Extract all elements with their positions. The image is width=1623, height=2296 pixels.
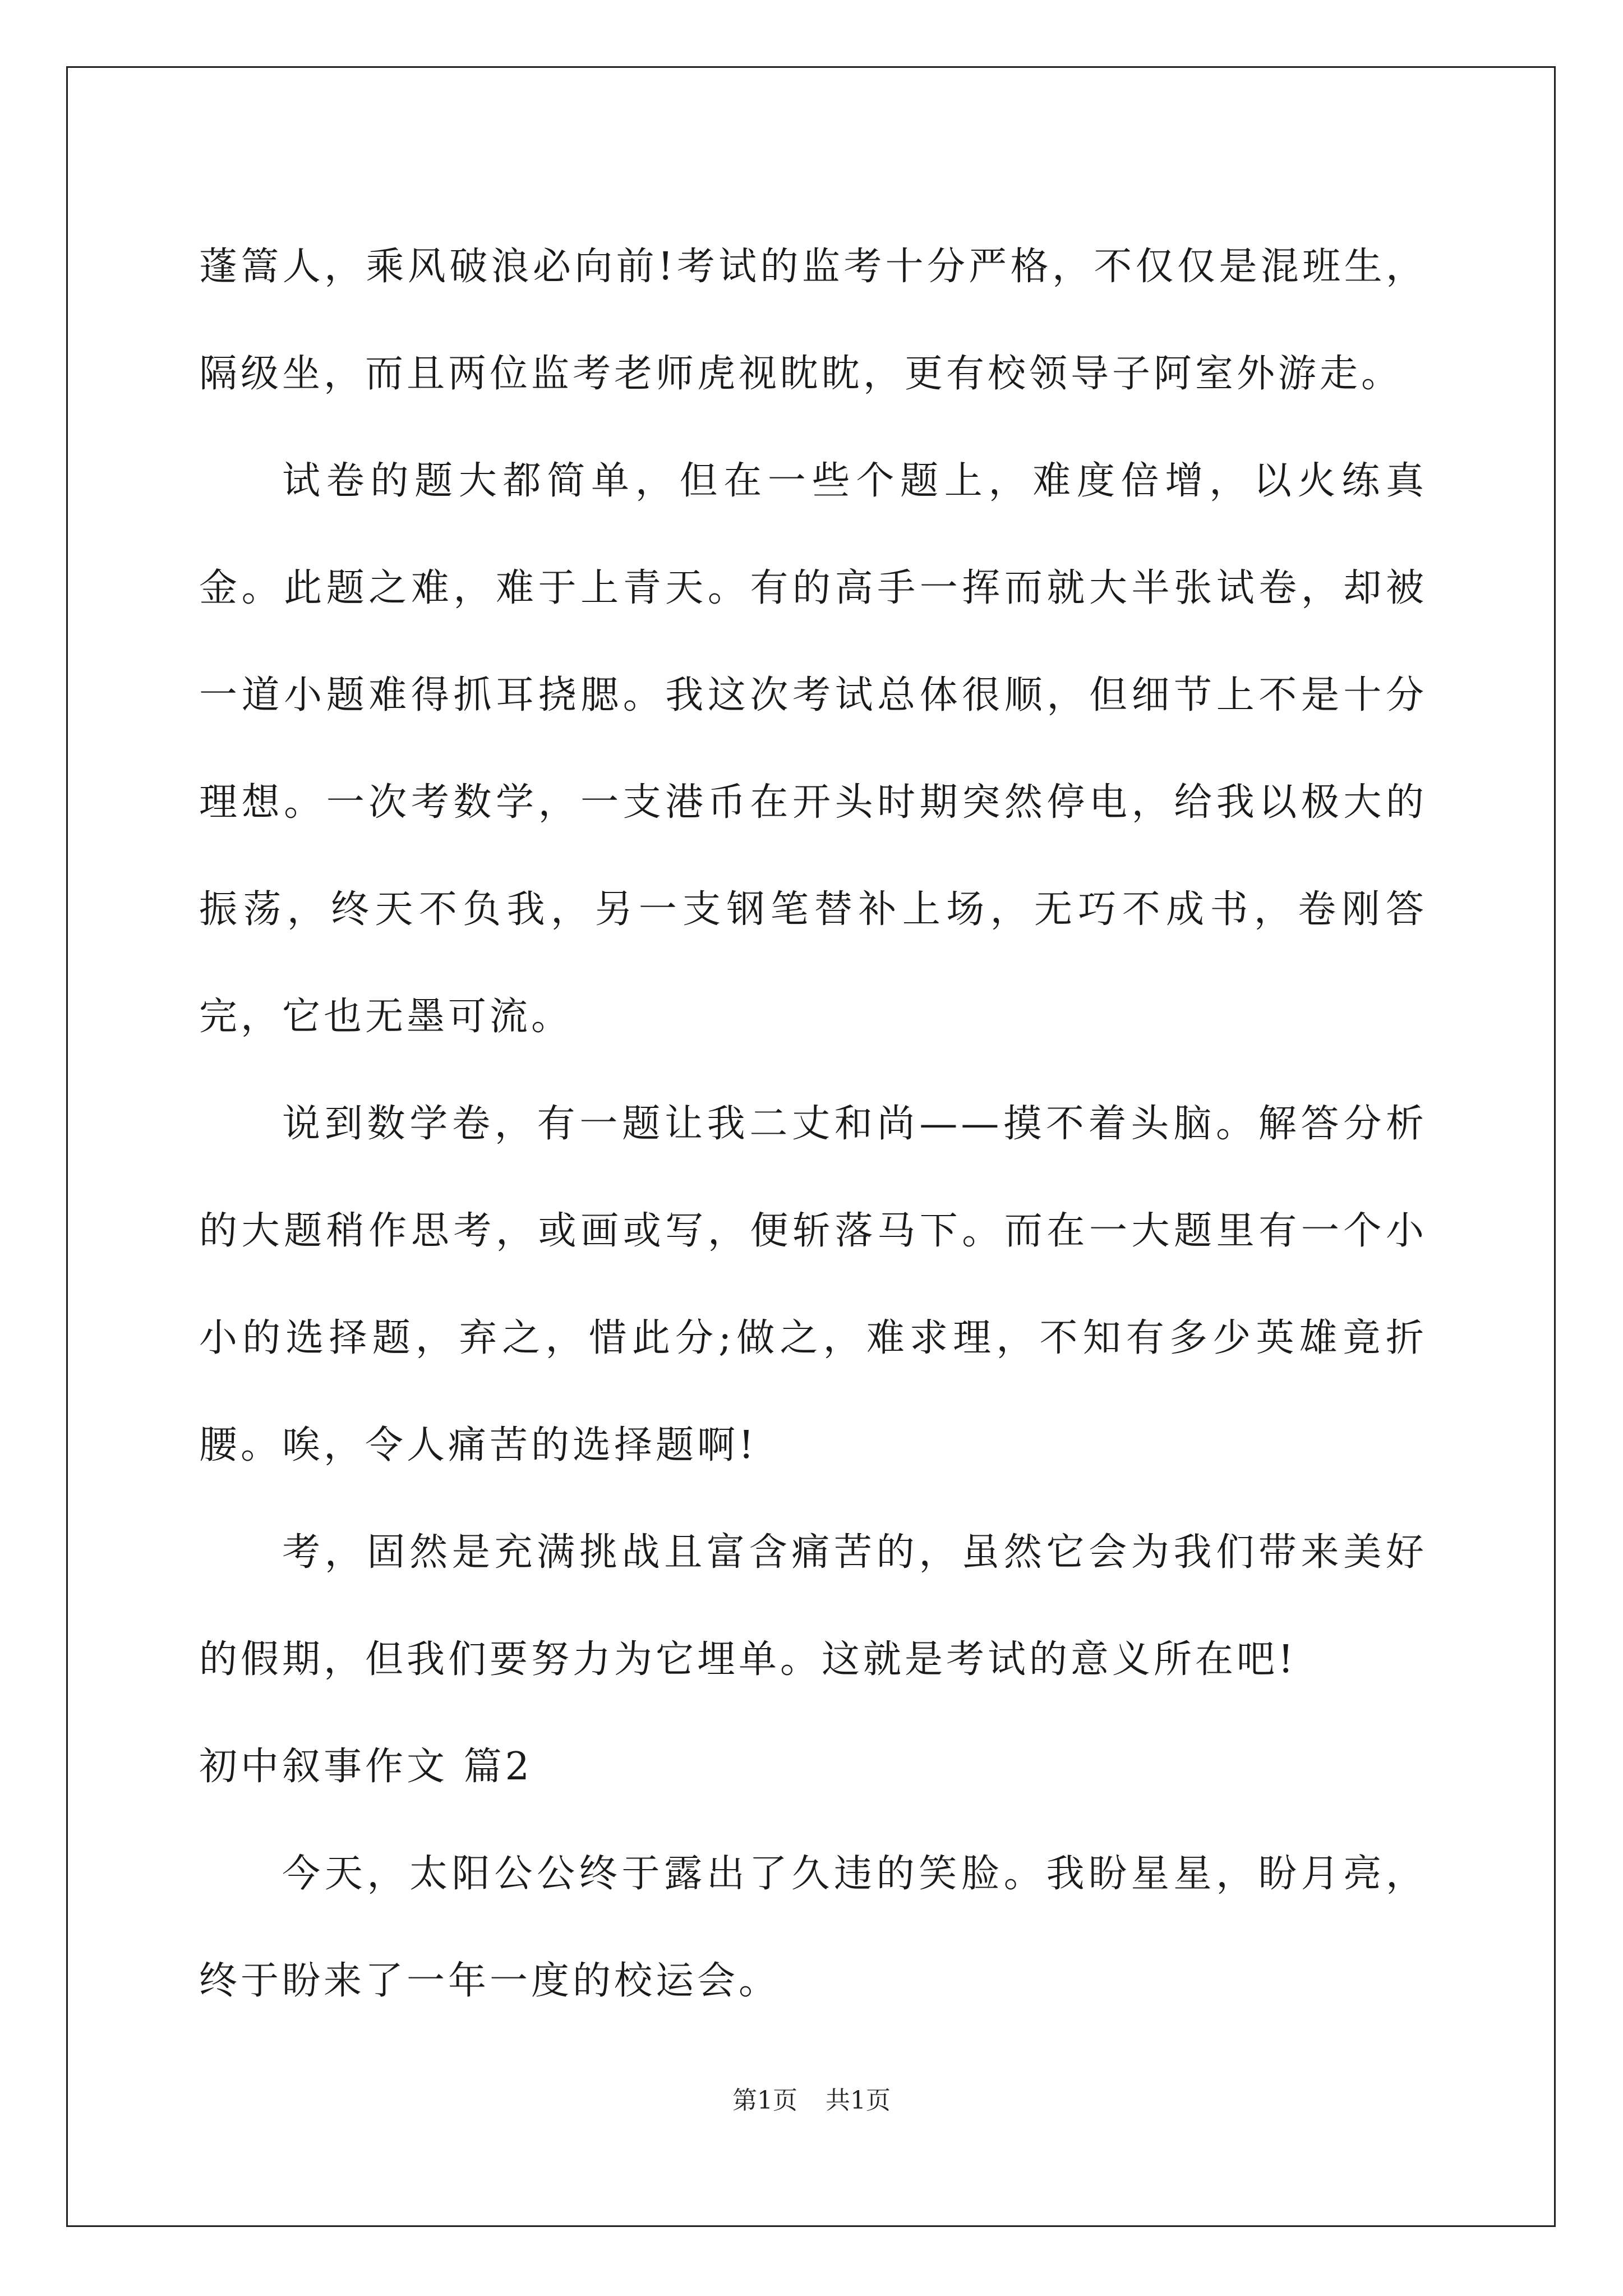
paragraph-4: 考，固然是充满挑战且富含痛苦的，虽然它会为我们带来美好的假期，但我们要努力为它埋单。这就是考试的意义所在吧! [199, 1530, 1427, 1682]
paragraph-2: 试卷的题大都简单，但在一些个题上，难度倍增，以火练真金。此题之难，难于上青天。有的高手一挥而就大半张试卷，却被一道小题难得抓耳挠腮。我这次考试总体很顺，但细节上不是十分理想。一次考数学，一支港币在开头时期突然停电，给我以极大的振荡，终天不负我，另一支钢笔替补上场，无巧不成书，卷刚答完，它也无墨可流。 [199, 459, 1427, 1039]
document-body [199, 213, 1427, 2035]
section-heading: 初中叙事作文 篇2 [199, 1745, 533, 1789]
page-number: 第1页 [732, 2086, 797, 2115]
page-footer [0, 2080, 1623, 2116]
paragraph-1: 蓬篙人，乘风破浪必向前!考试的监考十分严格，不仅仅是混班生，隔级坐，而且两位监考老师虎视眈眈，更有校领导子阿室外游走。 [199, 245, 1427, 396]
page-total: 共1页 [826, 2086, 891, 2115]
paragraph-5: 今天，太阳公公终于露出了久违的笑脸。我盼星星，盼月亮，终于盼来了一年一度的校运会。 [199, 1852, 1427, 2003]
paragraph-3: 说到数学卷，有一题让我二丈和尚——摸不着头脑。解答分析的大题稍作思考，或画或写，便斩落马下。而在一大题里有一个小小的选择题，弃之，惜此分;做之，难求理，不知有多少英雄竟折腰。唉，令人痛苦的选择题啊! [199, 1102, 1427, 1467]
